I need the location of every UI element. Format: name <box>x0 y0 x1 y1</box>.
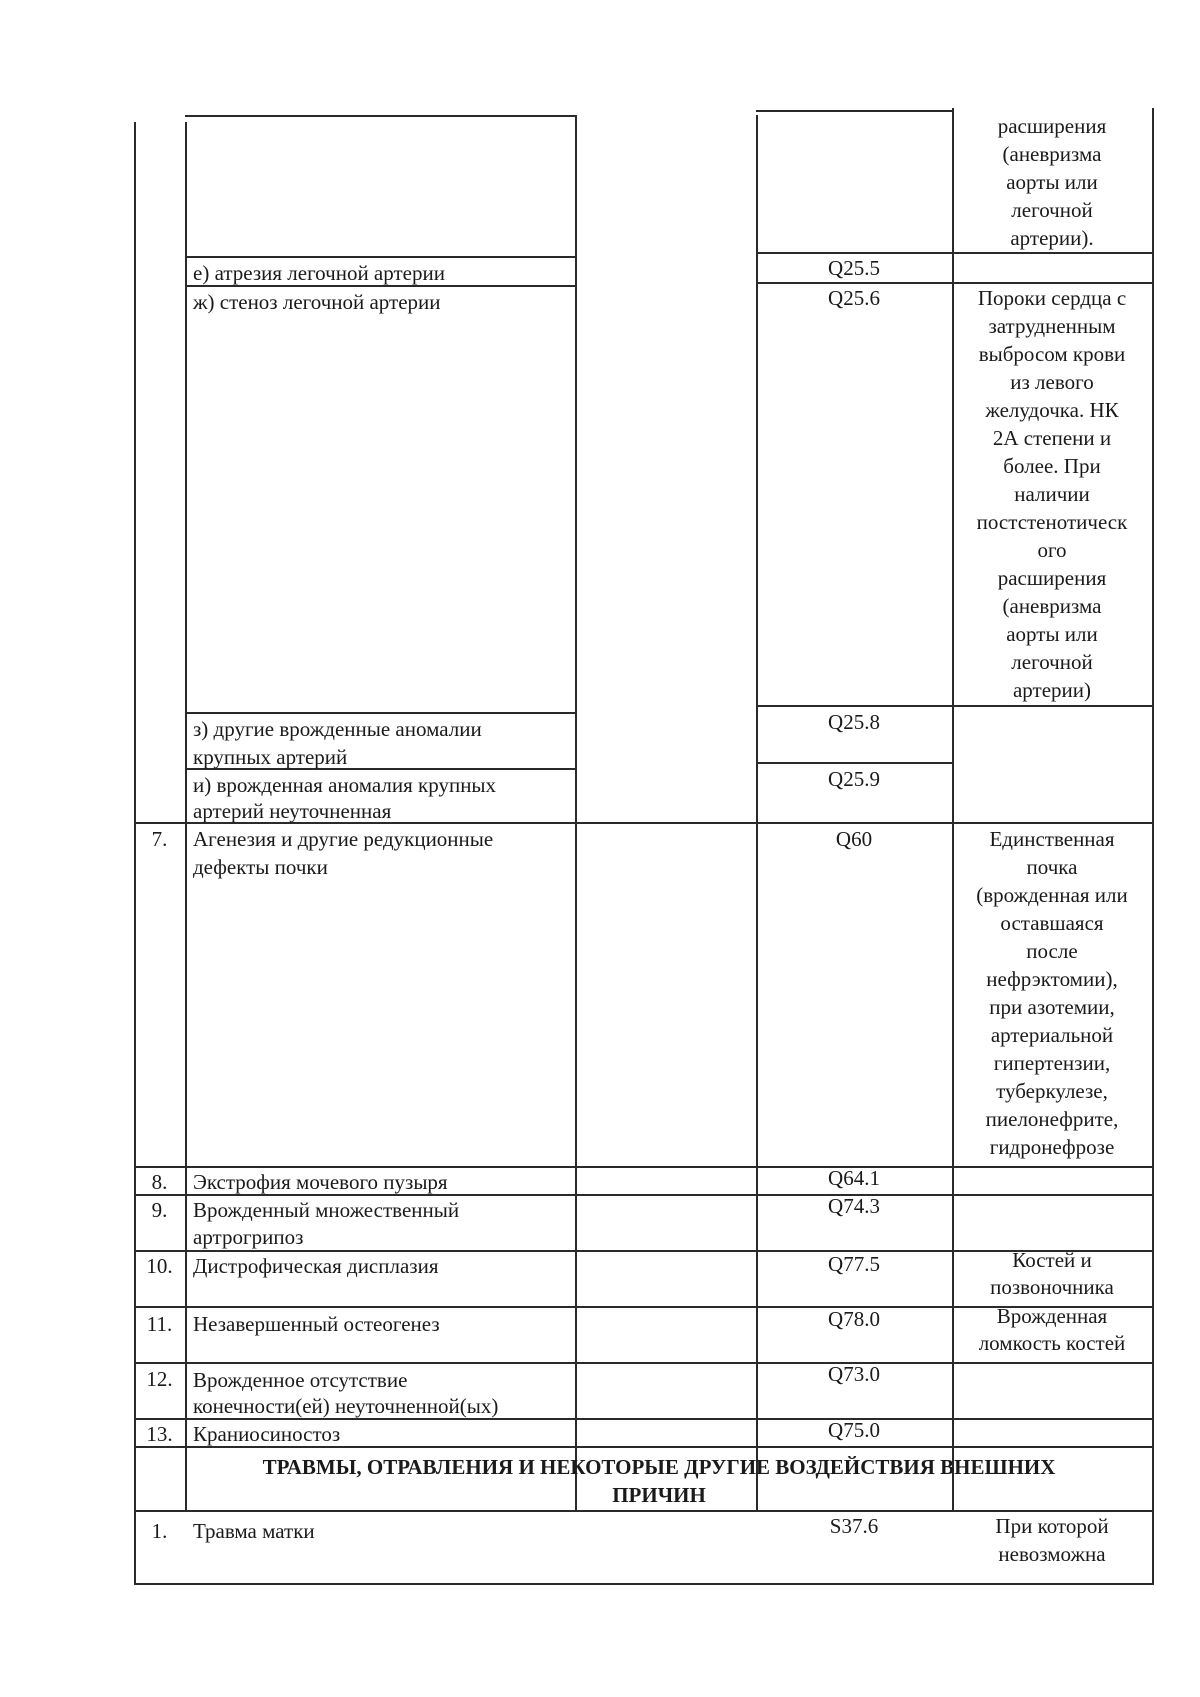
note-line: более. При <box>1003 454 1101 478</box>
note-line: из левого <box>1010 370 1094 394</box>
note-line: после <box>1026 939 1078 963</box>
row-desc: Травма матки <box>193 1519 315 1543</box>
note-line: (аневризма <box>1002 142 1102 166</box>
row-number: 10. <box>146 1254 173 1278</box>
row-code: Q25.9 <box>828 767 880 791</box>
row-note <box>952 825 1152 1161</box>
row-number: 8. <box>151 1170 168 1194</box>
note-line: артериальной <box>990 1023 1114 1047</box>
note-line: желудочка. НК <box>985 398 1119 422</box>
row-desc: дефекты почки <box>193 855 328 879</box>
row-code: Q60 <box>835 827 873 851</box>
note-line: расширения <box>997 566 1107 590</box>
note-line: гидронефрозе <box>989 1135 1115 1159</box>
row-number: 1. <box>151 1519 168 1543</box>
row-desc: з) другие врожденные аномалии <box>193 717 482 741</box>
row-desc: е) атрезия легочной артерии <box>193 261 445 285</box>
row-desc: Врожденный множественный <box>193 1198 460 1222</box>
note-line: легочной <box>1011 198 1093 222</box>
section-heading <box>150 1453 1168 1509</box>
row-note <box>952 284 1152 704</box>
row-note: позвоночника <box>990 1275 1114 1299</box>
row-desc: ж) стеноз легочной артерии <box>193 290 441 314</box>
row-code: Q74.3 <box>828 1194 880 1218</box>
note-line: затрудненным <box>988 314 1116 338</box>
section-heading-line: ПРИЧИН <box>612 1483 706 1507</box>
row-code: Q78.0 <box>828 1307 880 1331</box>
note-line: (аневризма <box>1002 594 1102 618</box>
note-line: Единственная <box>989 827 1115 851</box>
row-desc: Незавершенный остеогенез <box>193 1312 440 1336</box>
note-line: 2А степени и <box>992 426 1112 450</box>
note-line: расширения <box>997 114 1107 138</box>
row-number: 9. <box>151 1198 168 1222</box>
row-note: Врожденная <box>996 1304 1108 1328</box>
row-code: Q73.0 <box>828 1362 880 1386</box>
note-line: туберкулезе, <box>996 1079 1108 1103</box>
note-line: нефрэктомии), <box>986 967 1118 991</box>
note-line: выбросом крови <box>978 342 1126 366</box>
row-code: Q25.6 <box>828 286 880 310</box>
row-code: Q77.5 <box>828 1252 880 1276</box>
row-desc: артерий неуточненная <box>193 799 392 823</box>
row-desc: Экстрофия мочевого пузыря <box>193 1170 448 1194</box>
row-note: Костей и <box>1012 1248 1092 1272</box>
note-line: гипертензии, <box>993 1051 1111 1075</box>
section-heading-line: ТРАВМЫ, ОТРАВЛЕНИЯ И НЕКОТОРЫЕ ДРУГИЕ ВОЗДЕЙСТВИЯ ВНЕШНИХ <box>262 1455 1056 1479</box>
row-number: 12. <box>146 1367 173 1391</box>
note-line: ого <box>1037 538 1067 562</box>
row-note: ломкость костей <box>978 1331 1126 1355</box>
note-line: артерии) <box>1012 678 1091 702</box>
row-number: 7. <box>151 827 168 851</box>
row-code: Q75.0 <box>828 1418 880 1442</box>
note-line: (врожденная или <box>976 883 1128 907</box>
row-code: Q64.1 <box>828 1166 880 1190</box>
row-code: S37.6 <box>829 1514 879 1538</box>
row-note: При которой <box>995 1514 1109 1538</box>
note-line: оставшаяся <box>1000 911 1104 935</box>
row-number: 13. <box>146 1422 173 1446</box>
note-line: аорты или <box>1006 622 1098 646</box>
note-line: пиелонефрите, <box>985 1107 1119 1131</box>
note-line: артерии). <box>1010 226 1094 250</box>
row-desc: Врожденное отсутствие <box>193 1368 408 1392</box>
note-line: Пороки сердца с <box>977 286 1127 310</box>
note-line: легочной <box>1011 650 1093 674</box>
row-code: Q25.8 <box>828 710 880 734</box>
note-line: наличии <box>1014 482 1090 506</box>
row-desc: крупных артерий <box>193 745 348 769</box>
row-note: невозможна <box>998 1542 1106 1566</box>
note-line: почка <box>1026 855 1078 879</box>
row-desc: и) врожденная аномалия крупных <box>193 773 497 797</box>
row-desc: артрогрипоз <box>193 1225 304 1249</box>
note-line: при азотемии, <box>989 995 1115 1019</box>
row-number: 11. <box>146 1312 173 1336</box>
note-line: аорты или <box>1006 170 1098 194</box>
row-desc: Краниосиностоз <box>193 1422 341 1446</box>
row-code: Q25.5 <box>828 256 880 280</box>
row-desc: конечности(ей) неуточненной(ых) <box>193 1394 499 1418</box>
row-desc: Дистрофическая дисплазия <box>193 1254 439 1278</box>
row-desc: Агенезия и другие редукционные <box>193 827 494 851</box>
continuation-note <box>952 112 1152 252</box>
note-line: постстенотическ <box>976 510 1128 534</box>
